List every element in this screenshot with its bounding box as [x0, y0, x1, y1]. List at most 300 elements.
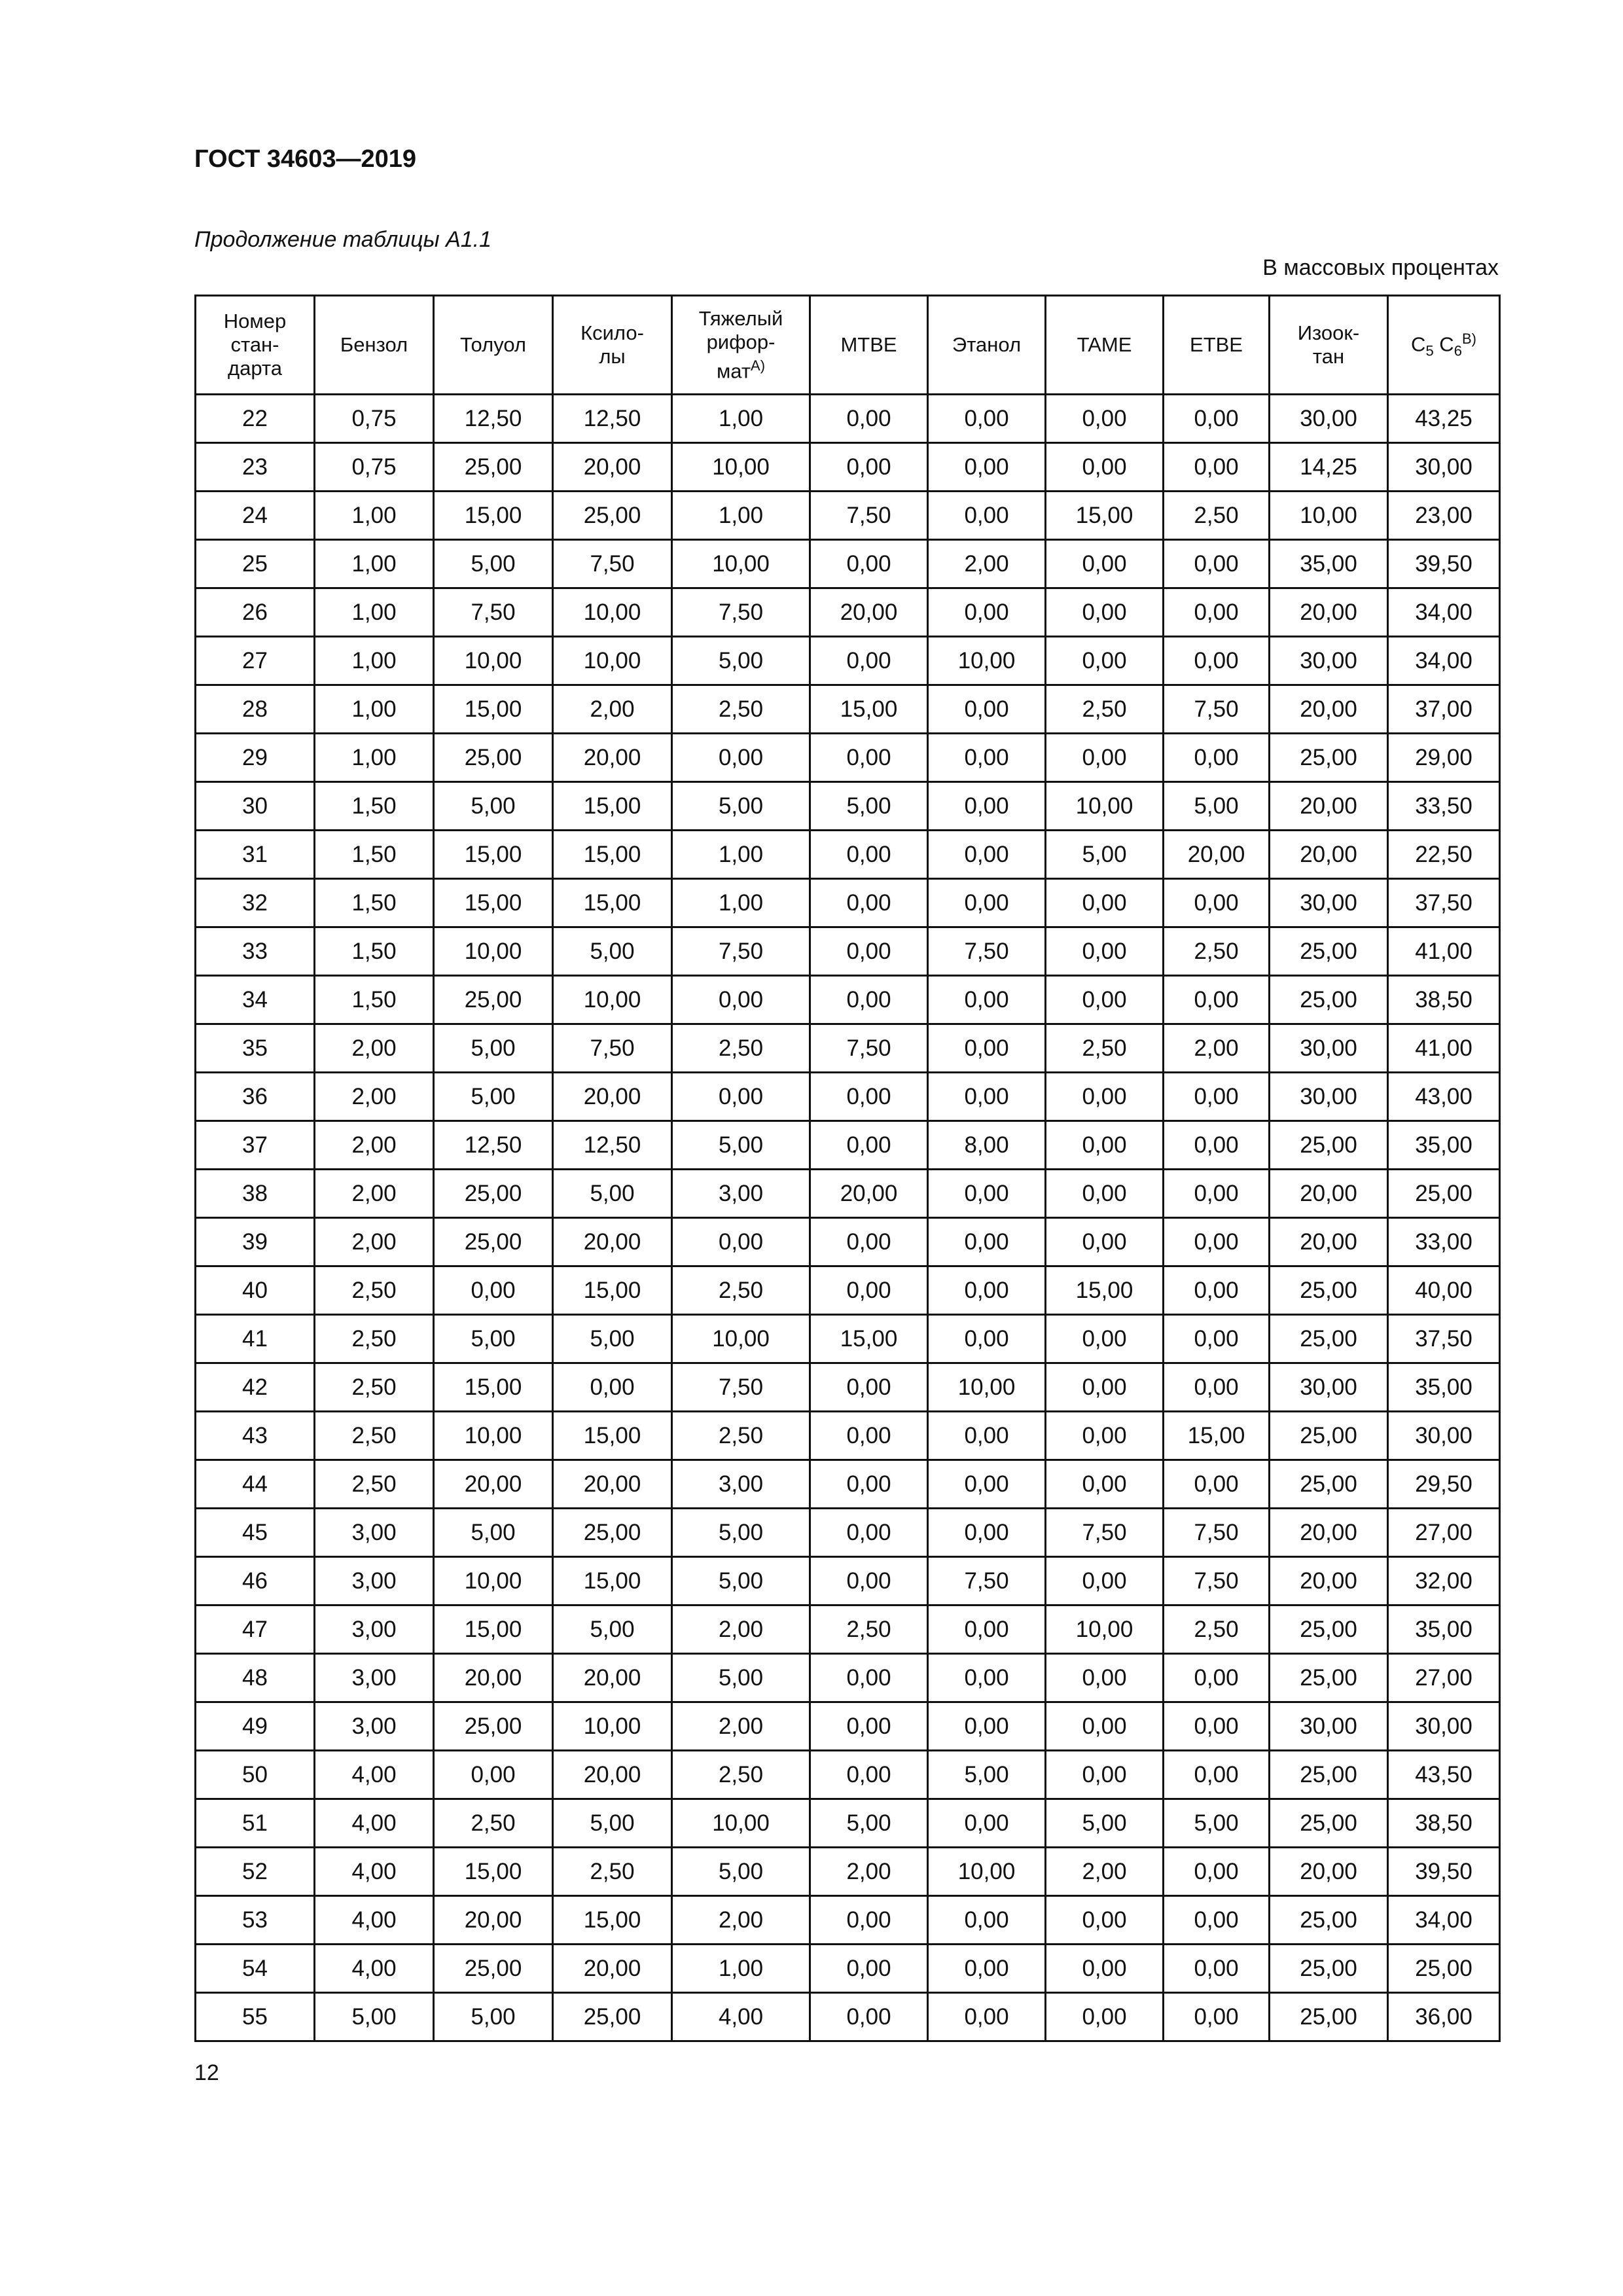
col-header-tame	[1046, 296, 1164, 395]
table-cell: 10,00	[672, 1315, 810, 1363]
table-cell: 0,00	[1046, 1315, 1164, 1363]
table-cell: 2,50	[315, 1363, 434, 1412]
table-cell: 25,00	[1270, 734, 1388, 782]
table-cell: 0,00	[553, 1363, 672, 1412]
table-cell: 0,00	[1046, 637, 1164, 685]
table-cell: 0,00	[928, 1073, 1046, 1121]
table-cell: 0,00	[928, 1896, 1046, 1945]
table-cell: 1,00	[315, 588, 434, 637]
table-cell: 15,00	[553, 1896, 672, 1945]
table-row	[196, 1945, 1500, 1993]
standard-number-cell: 38	[196, 1170, 315, 1218]
table-row	[196, 685, 1500, 734]
table-row	[196, 976, 1500, 1024]
table-cell: 10,00	[553, 588, 672, 637]
table-cell: 15,00	[553, 782, 672, 831]
table-cell: 0,00	[1164, 1945, 1270, 1993]
header-label: C	[1411, 332, 1426, 356]
table-continuation-caption: Продолжение таблицы А1.1	[194, 227, 492, 252]
table-cell: 25,00	[1270, 1896, 1388, 1945]
table-cell: 2,00	[553, 685, 672, 734]
table-cell: 5,00	[672, 782, 810, 831]
table-cell: 1,00	[672, 1945, 810, 1993]
table-cell: 30,00	[1270, 1024, 1388, 1073]
header-label: Ксило- лы	[580, 321, 644, 368]
table-cell: 5,00	[434, 540, 553, 588]
table-cell: 0,00	[810, 976, 928, 1024]
table-cell: 2,50	[1164, 927, 1270, 976]
table-cell: 25,00	[434, 1702, 553, 1751]
table-cell: 5,00	[434, 1993, 553, 2041]
table-cell: 0,00	[1046, 1896, 1164, 1945]
table-cell: 0,00	[1164, 1363, 1270, 1412]
table-cell: 10,00	[434, 637, 553, 685]
table-cell: 7,50	[553, 540, 672, 588]
table-cell: 27,00	[1388, 1509, 1500, 1557]
table-cell: 10,00	[1046, 782, 1164, 831]
table-cell: 34,00	[1388, 1896, 1500, 1945]
table-row	[196, 1266, 1500, 1315]
table-cell: 3,00	[315, 1605, 434, 1654]
table-cell: 37,50	[1388, 1315, 1500, 1363]
table-cell: 0,00	[1164, 588, 1270, 637]
table-cell: 0,00	[1046, 588, 1164, 637]
table-cell: 10,00	[434, 1557, 553, 1605]
table-cell: 0,00	[810, 1460, 928, 1509]
table-cell: 2,00	[672, 1605, 810, 1654]
table-cell: 2,50	[315, 1315, 434, 1363]
table-cell: 2,50	[315, 1460, 434, 1509]
table-cell: 15,00	[434, 879, 553, 927]
table-cell: 15,00	[434, 1363, 553, 1412]
standard-number-cell: 52	[196, 1848, 315, 1896]
table-cell: 20,00	[553, 1751, 672, 1799]
table-cell: 1,50	[315, 976, 434, 1024]
table-cell: 2,00	[315, 1218, 434, 1266]
table-cell: 20,00	[553, 1654, 672, 1702]
footnote-marker: A)	[751, 357, 766, 374]
standard-number-cell: 47	[196, 1605, 315, 1654]
table-cell: 2,00	[672, 1702, 810, 1751]
table-cell: 33,50	[1388, 782, 1500, 831]
table-cell: 0,00	[1164, 443, 1270, 492]
table-cell: 30,00	[1270, 879, 1388, 927]
standard-number-cell: 35	[196, 1024, 315, 1073]
table-cell: 0,00	[928, 831, 1046, 879]
header-label: ETBE	[1190, 333, 1243, 356]
table-cell: 2,50	[553, 1848, 672, 1896]
table-cell: 20,00	[1164, 831, 1270, 879]
standard-number-cell: 36	[196, 1073, 315, 1121]
standard-number-cell: 31	[196, 831, 315, 879]
standard-number-cell: 53	[196, 1896, 315, 1945]
table-row	[196, 1024, 1500, 1073]
table-cell: 0,00	[928, 588, 1046, 637]
table-cell: 10,00	[1046, 1605, 1164, 1654]
table-cell: 25,00	[434, 976, 553, 1024]
table-cell: 2,50	[672, 1024, 810, 1073]
table-cell: 35,00	[1388, 1363, 1500, 1412]
table-cell: 5,00	[434, 1315, 553, 1363]
table-cell: 20,00	[810, 1170, 928, 1218]
table-cell: 0,00	[434, 1751, 553, 1799]
table-cell: 0,00	[1046, 734, 1164, 782]
table-cell: 0,00	[928, 734, 1046, 782]
table-cell: 10,00	[672, 540, 810, 588]
table-cell: 5,00	[553, 1170, 672, 1218]
table-cell: 0,00	[1164, 1460, 1270, 1509]
table-cell: 0,00	[1046, 1121, 1164, 1170]
table-cell: 0,00	[928, 1945, 1046, 1993]
standard-number-cell: 54	[196, 1945, 315, 1993]
table-row	[196, 1073, 1500, 1121]
table-cell: 0,00	[810, 831, 928, 879]
table-row	[196, 1218, 1500, 1266]
table-cell: 7,50	[810, 492, 928, 540]
table-cell: 15,00	[553, 1412, 672, 1460]
table-cell: 0,00	[928, 443, 1046, 492]
table-cell: 0,00	[1046, 1751, 1164, 1799]
composition-table	[194, 295, 1501, 2042]
standard-number-cell: 46	[196, 1557, 315, 1605]
table-cell: 7,50	[1164, 1509, 1270, 1557]
standard-number-cell: 48	[196, 1654, 315, 1702]
table-cell: 1,00	[672, 492, 810, 540]
table-cell: 5,00	[1046, 831, 1164, 879]
table-cell: 15,00	[434, 1848, 553, 1896]
table-cell: 5,00	[553, 1799, 672, 1848]
table-cell: 20,00	[434, 1654, 553, 1702]
table-cell: 5,00	[434, 1073, 553, 1121]
table-cell: 3,00	[315, 1702, 434, 1751]
table-cell: 2,50	[315, 1266, 434, 1315]
table-cell: 3,00	[672, 1460, 810, 1509]
table-cell: 0,00	[810, 637, 928, 685]
header-label: Изоок- тан	[1297, 321, 1360, 368]
table-cell: 0,00	[1164, 1896, 1270, 1945]
table-cell: 10,00	[553, 637, 672, 685]
table-cell: 25,00	[1388, 1170, 1500, 1218]
table-row	[196, 443, 1500, 492]
table-cell: 1,00	[672, 831, 810, 879]
table-header-row	[196, 296, 1500, 395]
table-row	[196, 1412, 1500, 1460]
table-row	[196, 1363, 1500, 1412]
col-header-toluene	[434, 296, 553, 395]
table-row	[196, 1799, 1500, 1848]
table-cell: 3,00	[672, 1170, 810, 1218]
table-cell: 20,00	[553, 1945, 672, 1993]
table-cell: 0,00	[672, 1218, 810, 1266]
footnote-marker: B)	[1461, 330, 1476, 347]
standard-number-cell: 26	[196, 588, 315, 637]
table-cell: 0,00	[810, 1751, 928, 1799]
table-cell: 0,00	[1164, 976, 1270, 1024]
table-cell: 5,00	[434, 1509, 553, 1557]
table-cell: 0,00	[810, 1557, 928, 1605]
table-cell: 10,00	[553, 1702, 672, 1751]
table-cell: 0,00	[1046, 1218, 1164, 1266]
table-cell: 25,00	[553, 1993, 672, 2041]
table-cell: 20,00	[434, 1460, 553, 1509]
table-row	[196, 1702, 1500, 1751]
table-row	[196, 1557, 1500, 1605]
table-row	[196, 831, 1500, 879]
units-note: В массовых процентах	[1262, 255, 1499, 280]
table-cell: 2,00	[1046, 1848, 1164, 1896]
table-cell: 0,00	[928, 976, 1046, 1024]
table-cell: 0,00	[1046, 540, 1164, 588]
standard-number-cell: 50	[196, 1751, 315, 1799]
table-cell: 25,00	[1270, 1266, 1388, 1315]
table-cell: 37,00	[1388, 685, 1500, 734]
table-cell: 1,50	[315, 879, 434, 927]
table-cell: 0,00	[1046, 1993, 1164, 2041]
table-cell: 15,00	[434, 831, 553, 879]
col-header-benzene	[315, 296, 434, 395]
table-cell: 35,00	[1388, 1605, 1500, 1654]
table-cell: 7,50	[672, 1363, 810, 1412]
table-cell: 5,00	[672, 1654, 810, 1702]
table-cell: 10,00	[434, 1412, 553, 1460]
table-cell: 0,00	[1046, 1170, 1164, 1218]
table-cell: 2,50	[434, 1799, 553, 1848]
table-row	[196, 1509, 1500, 1557]
table-cell: 25,00	[434, 1945, 553, 1993]
table-row	[196, 1460, 1500, 1509]
table-row	[196, 588, 1500, 637]
table-cell: 1,00	[315, 734, 434, 782]
table-cell: 23,00	[1388, 492, 1500, 540]
table-cell: 0,00	[672, 734, 810, 782]
table-cell: 25,00	[1270, 1654, 1388, 1702]
standard-number-cell: 22	[196, 395, 315, 443]
table-cell: 0,00	[928, 1218, 1046, 1266]
table-cell: 15,00	[434, 685, 553, 734]
table-cell: 0,00	[1164, 1266, 1270, 1315]
table-cell: 20,00	[434, 1896, 553, 1945]
table-cell: 7,50	[1164, 1557, 1270, 1605]
table-row	[196, 1751, 1500, 1799]
table-cell: 25,00	[1270, 1605, 1388, 1654]
table-cell: 25,00	[1270, 1460, 1388, 1509]
table-cell: 7,50	[928, 1557, 1046, 1605]
table-cell: 20,00	[1270, 1170, 1388, 1218]
table-cell: 30,00	[1270, 395, 1388, 443]
table-cell: 3,00	[315, 1509, 434, 1557]
subscript: 5	[1425, 342, 1434, 359]
table-cell: 5,00	[672, 1509, 810, 1557]
table-cell: 5,00	[672, 637, 810, 685]
col-header-xylenes	[553, 296, 672, 395]
table-cell: 0,00	[1046, 1702, 1164, 1751]
header-label: MTBE	[840, 333, 897, 356]
table-cell: 15,00	[1046, 1266, 1164, 1315]
header-label: Толуол	[460, 333, 526, 356]
table-cell: 29,50	[1388, 1460, 1500, 1509]
table-cell: 12,50	[434, 395, 553, 443]
table-cell: 20,00	[1270, 1848, 1388, 1896]
table-cell: 25,00	[1270, 1121, 1388, 1170]
table-cell: 0,00	[928, 1654, 1046, 1702]
standard-number-cell: 32	[196, 879, 315, 927]
table-cell: 0,00	[1046, 879, 1164, 927]
table-row	[196, 637, 1500, 685]
table-cell: 0,75	[315, 395, 434, 443]
table-cell: 0,00	[1164, 879, 1270, 927]
table-cell: 0,00	[810, 1363, 928, 1412]
table-cell: 1,00	[315, 637, 434, 685]
table-cell: 30,00	[1388, 443, 1500, 492]
col-header-standard-number	[196, 296, 315, 395]
table-cell: 2,50	[672, 1266, 810, 1315]
col-header-c5-c6	[1388, 296, 1500, 395]
table-cell: 35,00	[1388, 1121, 1500, 1170]
table-cell: 4,00	[672, 1993, 810, 2041]
table-cell: 10,00	[928, 1363, 1046, 1412]
table-cell: 12,50	[553, 395, 672, 443]
table-cell: 43,50	[1388, 1751, 1500, 1799]
table-cell: 20,00	[810, 588, 928, 637]
standard-number-cell: 45	[196, 1509, 315, 1557]
table-row	[196, 1170, 1500, 1218]
standard-number-cell: 42	[196, 1363, 315, 1412]
col-header-ethanol	[928, 296, 1046, 395]
table-cell: 2,50	[1164, 492, 1270, 540]
table-cell: 1,00	[315, 540, 434, 588]
table-cell: 5,00	[672, 1121, 810, 1170]
table-cell: 37,50	[1388, 879, 1500, 927]
table-cell: 40,00	[1388, 1266, 1500, 1315]
table-cell: 25,00	[434, 443, 553, 492]
table-cell: 1,50	[315, 831, 434, 879]
table-row	[196, 1993, 1500, 2041]
table-cell: 7,50	[434, 588, 553, 637]
table-cell: 30,00	[1270, 1073, 1388, 1121]
table-cell: 0,00	[810, 1945, 928, 1993]
table-cell: 20,00	[553, 1460, 672, 1509]
table-cell: 10,00	[434, 927, 553, 976]
table-cell: 39,50	[1388, 1848, 1500, 1896]
table-cell: 0,00	[928, 1605, 1046, 1654]
table-cell: 0,00	[1164, 1121, 1270, 1170]
standard-number-cell: 41	[196, 1315, 315, 1363]
table-cell: 12,50	[553, 1121, 672, 1170]
table-cell: 15,00	[434, 492, 553, 540]
table-cell: 25,00	[1270, 976, 1388, 1024]
table-cell: 32,00	[1388, 1557, 1500, 1605]
table-row	[196, 1121, 1500, 1170]
document-title: ГОСТ 34603—2019	[194, 145, 417, 173]
table-cell: 4,00	[315, 1799, 434, 1848]
table-cell: 1,50	[315, 927, 434, 976]
table-cell: 0,00	[810, 1993, 928, 2041]
table-cell: 0,00	[928, 1266, 1046, 1315]
table-row	[196, 782, 1500, 831]
table-cell: 10,00	[672, 1799, 810, 1848]
table-cell: 4,00	[315, 1945, 434, 1993]
table-cell: 20,00	[553, 1073, 672, 1121]
standard-number-cell: 33	[196, 927, 315, 976]
table-cell: 0,00	[810, 1266, 928, 1315]
table-cell: 30,00	[1388, 1702, 1500, 1751]
table-cell: 0,00	[1164, 1848, 1270, 1896]
table-cell: 15,00	[810, 1315, 928, 1363]
table-cell: 0,00	[1046, 1412, 1164, 1460]
table-row	[196, 540, 1500, 588]
table-cell: 14,25	[1270, 443, 1388, 492]
table-cell: 0,00	[672, 976, 810, 1024]
table-cell: 2,50	[1046, 1024, 1164, 1073]
table-cell: 2,50	[810, 1605, 928, 1654]
table-cell: 1,00	[672, 879, 810, 927]
table-cell: 0,00	[1164, 1993, 1270, 2041]
col-header-isooctane	[1270, 296, 1388, 395]
table-cell: 25,00	[1270, 1993, 1388, 2041]
page-number: 12	[194, 2060, 219, 2085]
table-cell: 5,00	[1046, 1799, 1164, 1848]
table-cell: 0,00	[1046, 1460, 1164, 1509]
table-cell: 43,00	[1388, 1073, 1500, 1121]
table-cell: 2,50	[672, 1412, 810, 1460]
table-cell: 41,00	[1388, 1024, 1500, 1073]
standard-number-cell: 55	[196, 1993, 315, 2041]
table-cell: 0,00	[1046, 1363, 1164, 1412]
table-cell: 25,00	[1270, 927, 1388, 976]
table-cell: 38,50	[1388, 1799, 1500, 1848]
table-cell: 0,00	[1046, 395, 1164, 443]
table-cell: 35,00	[1270, 540, 1388, 588]
table-cell: 8,00	[928, 1121, 1046, 1170]
table-cell: 0,00	[1164, 1315, 1270, 1363]
table-cell: 20,00	[1270, 782, 1388, 831]
table-cell: 36,00	[1388, 1993, 1500, 2041]
table-cell: 0,00	[810, 879, 928, 927]
table-cell: 20,00	[1270, 1509, 1388, 1557]
table-cell: 15,00	[810, 685, 928, 734]
table-cell: 27,00	[1388, 1654, 1500, 1702]
standard-number-cell: 27	[196, 637, 315, 685]
standard-number-cell: 40	[196, 1266, 315, 1315]
table-cell: 38,50	[1388, 976, 1500, 1024]
table-cell: 0,00	[434, 1266, 553, 1315]
table-cell: 0,00	[928, 1412, 1046, 1460]
table-cell: 0,00	[1164, 1073, 1270, 1121]
table-cell: 0,00	[1164, 1218, 1270, 1266]
col-header-heavy-reformate	[672, 296, 810, 395]
header-label: Бензол	[340, 333, 408, 356]
table-cell: 2,00	[810, 1848, 928, 1896]
table-cell: 5,00	[672, 1557, 810, 1605]
table-cell: 0,00	[928, 1315, 1046, 1363]
table-cell: 0,00	[810, 1896, 928, 1945]
table-cell: 5,00	[434, 1024, 553, 1073]
table-cell: 5,00	[1164, 1799, 1270, 1848]
table-row	[196, 1654, 1500, 1702]
standard-number-cell: 51	[196, 1799, 315, 1848]
table-cell: 5,00	[553, 927, 672, 976]
table-cell: 15,00	[1164, 1412, 1270, 1460]
standard-number-cell: 24	[196, 492, 315, 540]
table-cell: 15,00	[1046, 492, 1164, 540]
table-cell: 2,50	[672, 1751, 810, 1799]
table-cell: 12,50	[434, 1121, 553, 1170]
table-cell: 4,00	[315, 1848, 434, 1896]
table-cell: 3,00	[315, 1557, 434, 1605]
table-cell: 0,00	[1164, 540, 1270, 588]
standard-number-cell: 34	[196, 976, 315, 1024]
table-cell: 0,00	[1046, 976, 1164, 1024]
